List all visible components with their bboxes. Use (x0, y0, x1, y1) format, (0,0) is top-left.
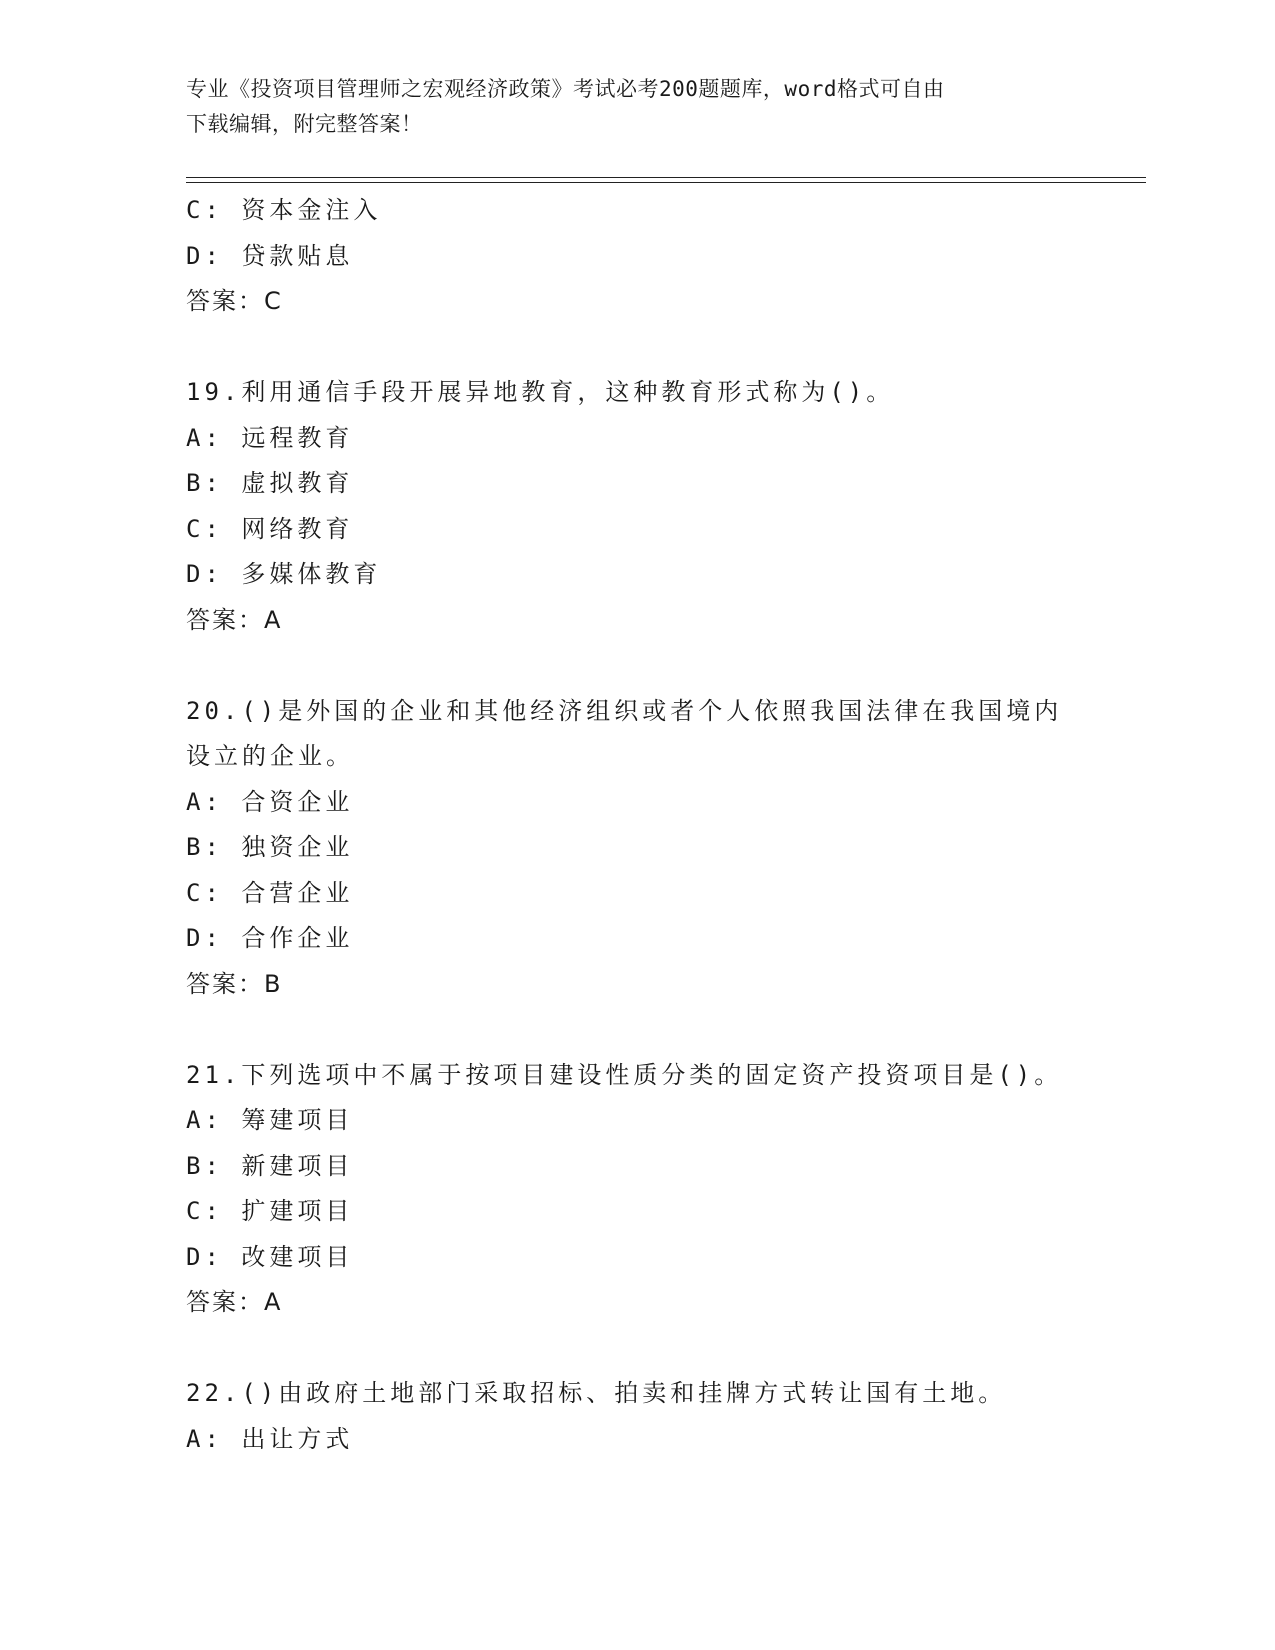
question-text: 19.利用通信手段开展异地教育，这种教育形式称为()。 (186, 378, 895, 406)
header-rule-bottom (186, 182, 1146, 183)
option-c: C: 网络教育 (186, 514, 354, 543)
option-c: C: 扩建项目 (186, 1197, 354, 1225)
answer-line (186, 598, 1086, 644)
option-b: B: 新建项目 (186, 1151, 354, 1180)
answer-value: B (264, 969, 282, 998)
option-d: D: 改建项目 (186, 1242, 354, 1271)
partial-question (186, 188, 1086, 325)
header-rule-top (186, 177, 1146, 178)
answer-line (186, 1280, 1086, 1326)
question-text: 21.下列选项中不属于按项目建设性质分类的固定资产投资项目是()。 (186, 1060, 1063, 1089)
answer-value: C (264, 287, 282, 315)
option-b: B: 独资企业 (186, 833, 354, 861)
header-line-1: 专业《投资项目管理师之宏观经济政策》考试必考200题题库，word格式可自由 (186, 77, 945, 101)
answer-line (186, 279, 1086, 325)
answer-label: 答案： (186, 1288, 264, 1316)
option-a: A: 出让方式 (186, 1424, 354, 1453)
document-header (186, 72, 1066, 142)
option-c: C: 合营企业 (186, 878, 354, 907)
document-body (186, 188, 1086, 1462)
answer-label: 答案： (186, 605, 264, 634)
option-d: D: 合作企业 (186, 924, 354, 952)
question-22 (186, 1371, 1086, 1462)
answer-label: 答案： (186, 287, 264, 315)
answer-label: 答案： (186, 969, 264, 998)
header-line-2: 下载编辑，附完整答案！ (186, 112, 423, 136)
answer-value: A (264, 605, 282, 634)
option-c: C: 资本金注入 (186, 196, 382, 224)
question-text: 20.()是外国的企业和其他经济组织或者个人依照我国法律在我国境内设立的企业。 (186, 696, 1063, 770)
answer-line (186, 962, 1086, 1008)
option-a: A: 合资企业 (186, 787, 354, 816)
option-b: B: 虚拟教育 (186, 469, 354, 497)
question-19 (186, 370, 1086, 643)
question-text: 22.()由政府土地部门采取招标、拍卖和挂牌方式转让国有土地。 (186, 1379, 1007, 1407)
option-a: A: 远程教育 (186, 423, 354, 452)
answer-value: A (264, 1288, 282, 1316)
question-21 (186, 1053, 1086, 1326)
option-d: D: 多媒体教育 (186, 560, 382, 588)
question-20 (186, 689, 1086, 1008)
option-a: A: 筹建项目 (186, 1106, 354, 1134)
option-d: D: 贷款贴息 (186, 241, 354, 270)
